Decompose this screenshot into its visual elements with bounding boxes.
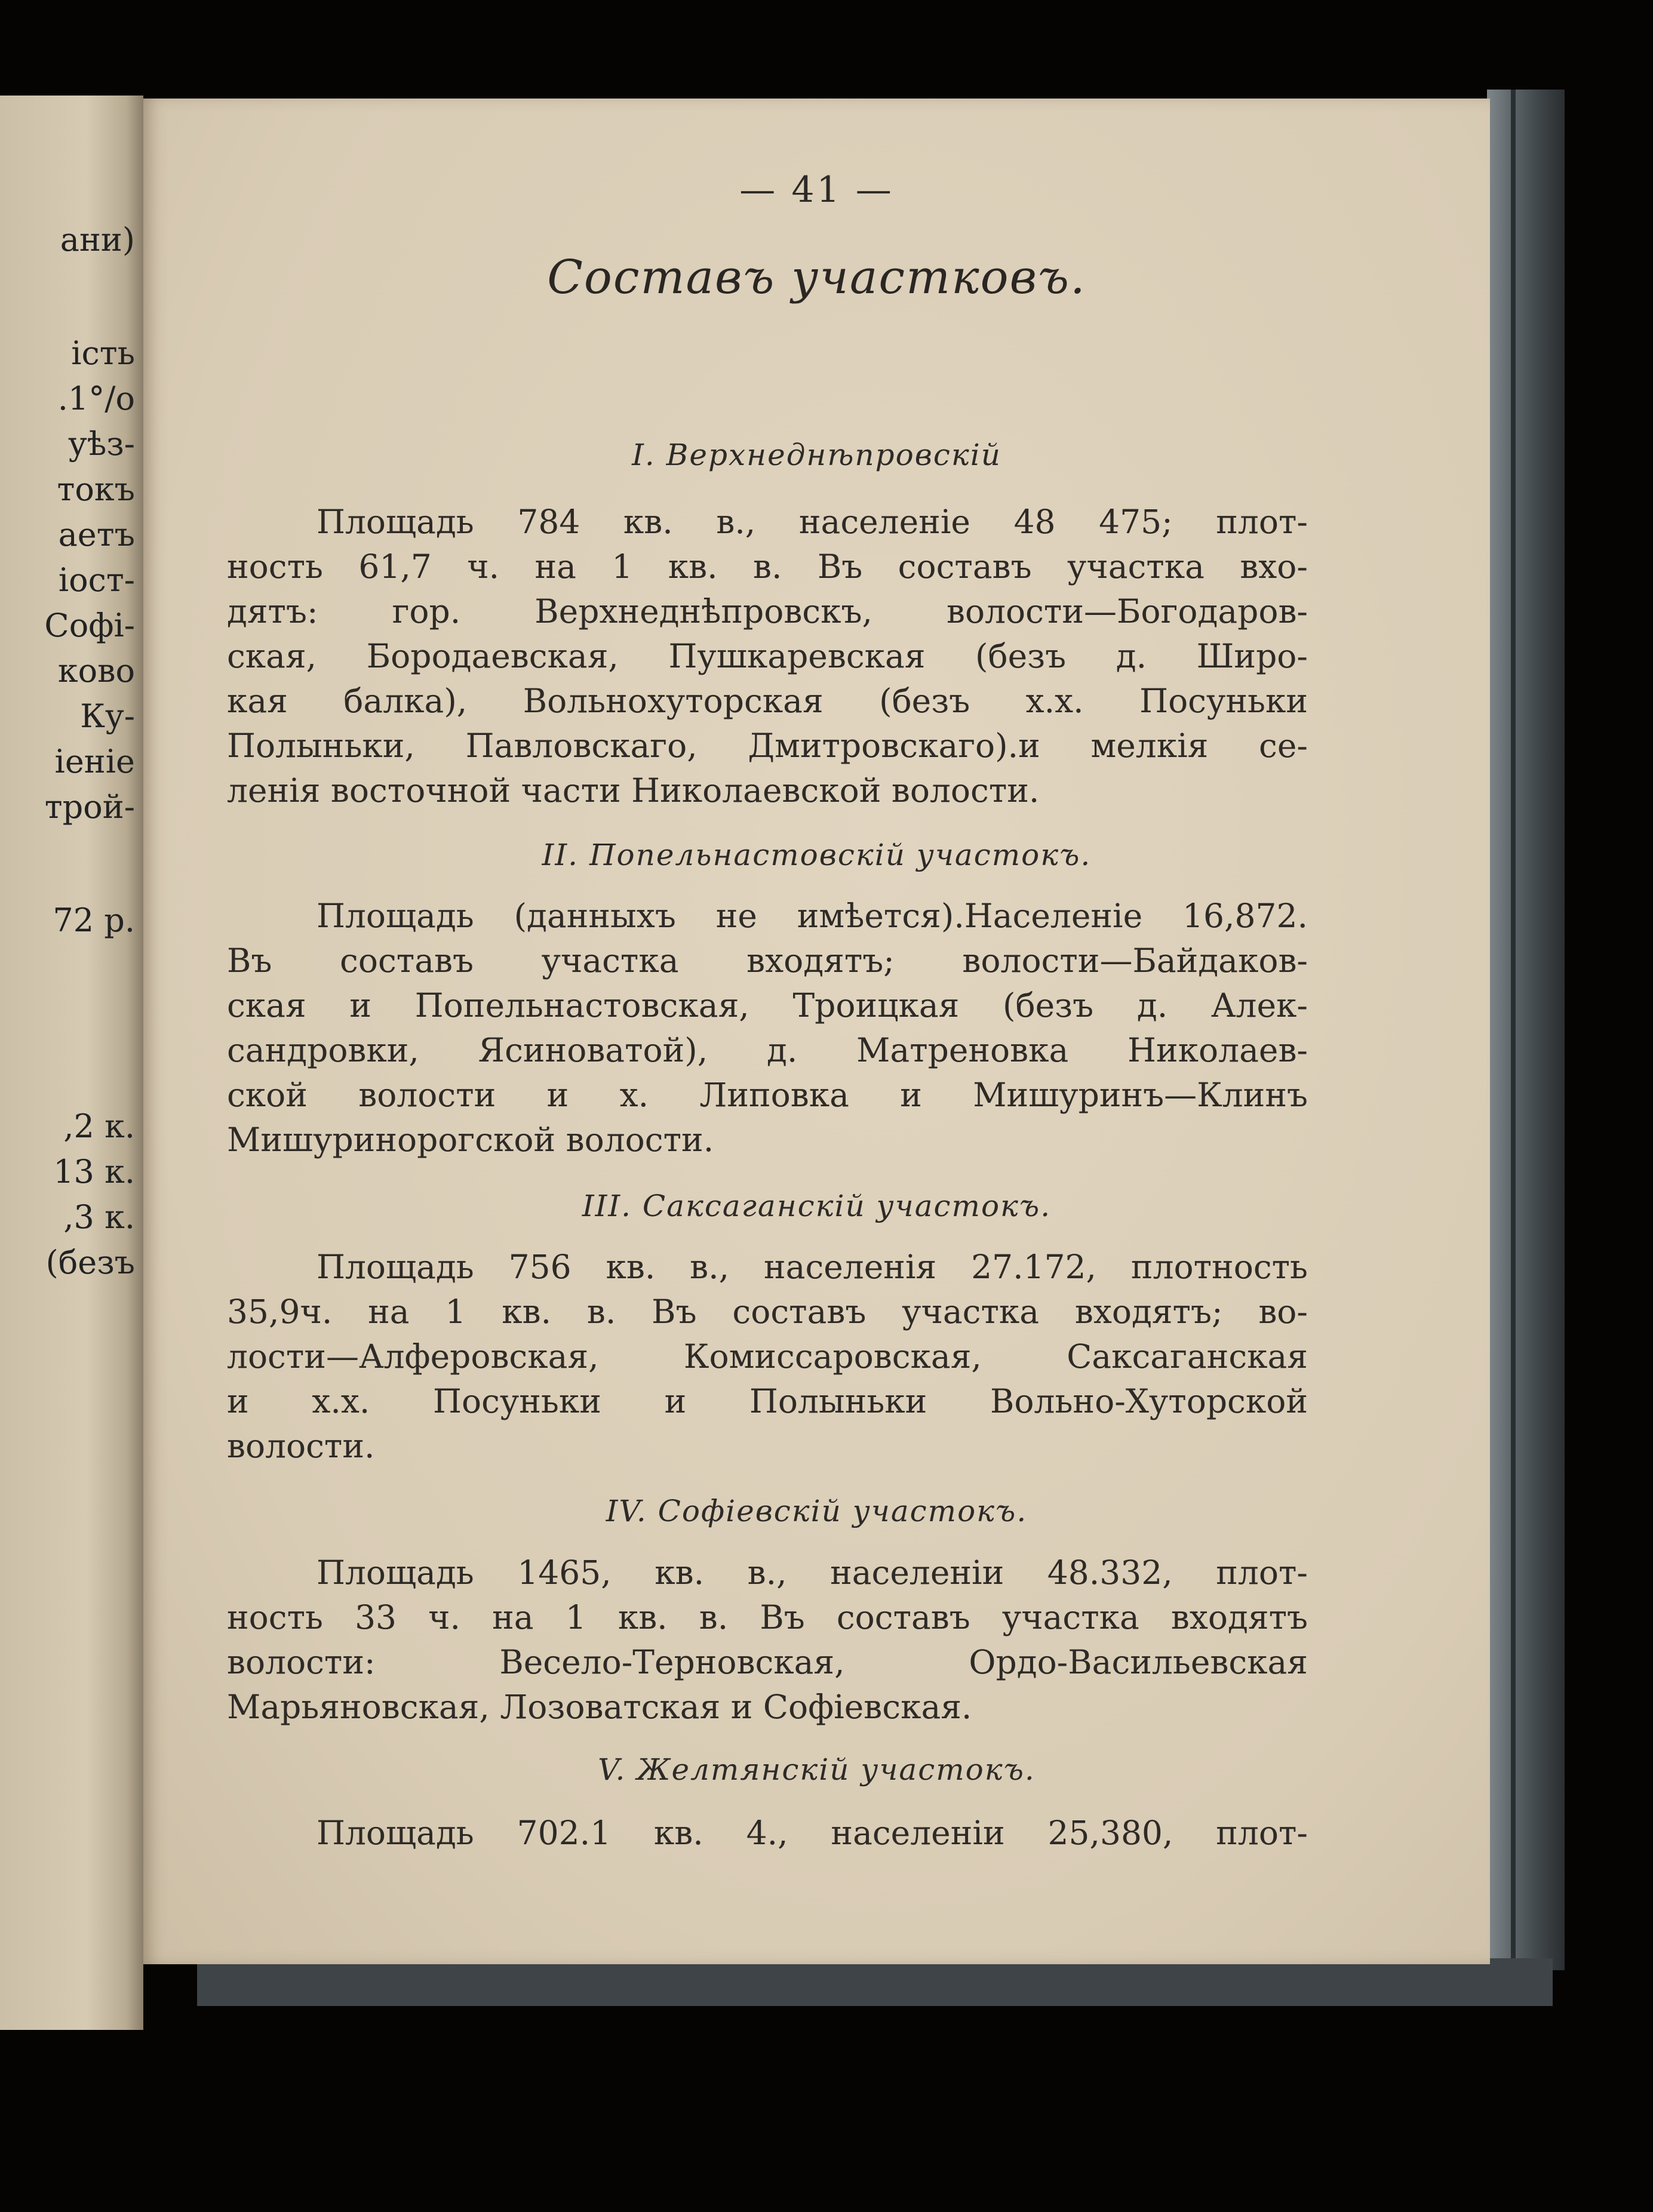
section-heading: II. Попельнастовскій участокъ. <box>542 838 1092 872</box>
text-line: Въ составъ участка входятъ; волости—Байдаков- <box>227 942 1308 980</box>
text-line: лости—Алферовская, Комиссаровская, Саксаганская <box>227 1337 1308 1376</box>
text-line: ская и Попельнастовская, Троицкая (безъ д. Алек- <box>227 986 1308 1025</box>
text-line: Площадь 756 кв. в., населенія 27.172, плотность <box>317 1248 1308 1286</box>
section-heading: IV. Софіевскій участокъ. <box>606 1494 1028 1528</box>
section-heading: III. Саксаганскій участокъ. <box>582 1189 1052 1223</box>
left-line: ість <box>71 334 135 372</box>
book-page <box>143 99 1490 1964</box>
section-paragraph <box>227 1245 1308 1469</box>
section-paragraph <box>227 1811 1308 1856</box>
text-line: волости: Весело-Терновская, Ордо-Васильевская <box>227 1643 1308 1681</box>
left-page-fragment <box>0 96 143 2030</box>
text-line: ской волости и х. Липовка и Мишуринъ—Клинъ <box>227 1076 1308 1114</box>
text-line: ность 33 ч. на 1 кв. в. Въ составъ участка входятъ <box>227 1598 1308 1636</box>
left-line: іеніе <box>54 743 135 780</box>
text-line: Площадь 702.1 кв. 4., населеніи 25,380, плот- <box>317 1814 1308 1852</box>
left-line: 72 р. <box>53 902 135 939</box>
book-cover-bottom <box>197 1958 1553 2006</box>
left-line: аетъ <box>58 516 135 553</box>
left-line: 13 к. <box>53 1153 135 1190</box>
text-line: кая балка), Вольнохуторская (безъ х.х. Посуньки <box>227 682 1308 720</box>
text-line: 35,9ч. на 1 кв. в. Въ составъ участка входятъ; во- <box>227 1293 1308 1331</box>
section-paragraph <box>227 894 1308 1162</box>
left-line: .1°/о <box>57 380 135 417</box>
section-paragraph <box>227 500 1308 813</box>
text-line: сандровки, Ясиноватой), д. Матреновка Николаев- <box>227 1031 1308 1069</box>
left-line: уѣз- <box>67 425 135 463</box>
text-line: ская, Бородаевская, Пушкаревская (безъ д. Широ- <box>227 637 1308 675</box>
text-line: Площадь 1465, кв. в., населеніи 48.332, плот- <box>317 1553 1308 1592</box>
text-line: Полыньки, Павловскаго, Дмитровскаго).и мелкія се- <box>227 727 1308 765</box>
left-line: токъ <box>57 470 135 508</box>
section-heading: V. Желтянскій участокъ. <box>598 1752 1036 1787</box>
text-line: волости. <box>227 1427 375 1465</box>
text-line: Марьяновская, Лозоватская и Софіевская. <box>227 1688 972 1726</box>
page-number: — 41 — <box>739 169 894 211</box>
text-line: Площадь 784 кв. в., населеніе 48 475; плот- <box>317 503 1308 541</box>
book-cover-edge <box>1487 90 1565 1970</box>
left-line: Софі- <box>44 607 135 644</box>
left-line: ,2 к. <box>63 1107 135 1145</box>
left-line: трой- <box>44 788 135 826</box>
section-heading: I. Верхнеднѣпровскій <box>632 438 1001 472</box>
left-line: (безъ <box>45 1244 135 1281</box>
text-line: Мишуринорогской волости. <box>227 1121 714 1159</box>
left-line: ани) <box>60 221 135 259</box>
left-line: ,3 к. <box>63 1198 135 1236</box>
text-line: ность 61,7 ч. на 1 кв. в. Въ составъ участка вхо- <box>227 547 1308 586</box>
text-line: и х.х. Посуньки и Полыньки Вольно-Хуторской <box>227 1382 1308 1420</box>
text-line: ленія восточной части Николаевской волости. <box>227 771 1040 810</box>
text-line: Площадь (данныхъ не имѣется).Населеніе 16,872. <box>317 897 1308 935</box>
page-title: Составъ участковъ. <box>547 251 1086 304</box>
left-line: ково <box>57 652 135 690</box>
left-line: іост- <box>58 561 135 599</box>
left-line: Ку- <box>80 697 135 735</box>
text-line: дятъ: гор. Верхнеднѣпровскъ, волости—Богодаров- <box>227 592 1308 630</box>
section-paragraph <box>227 1550 1308 1730</box>
